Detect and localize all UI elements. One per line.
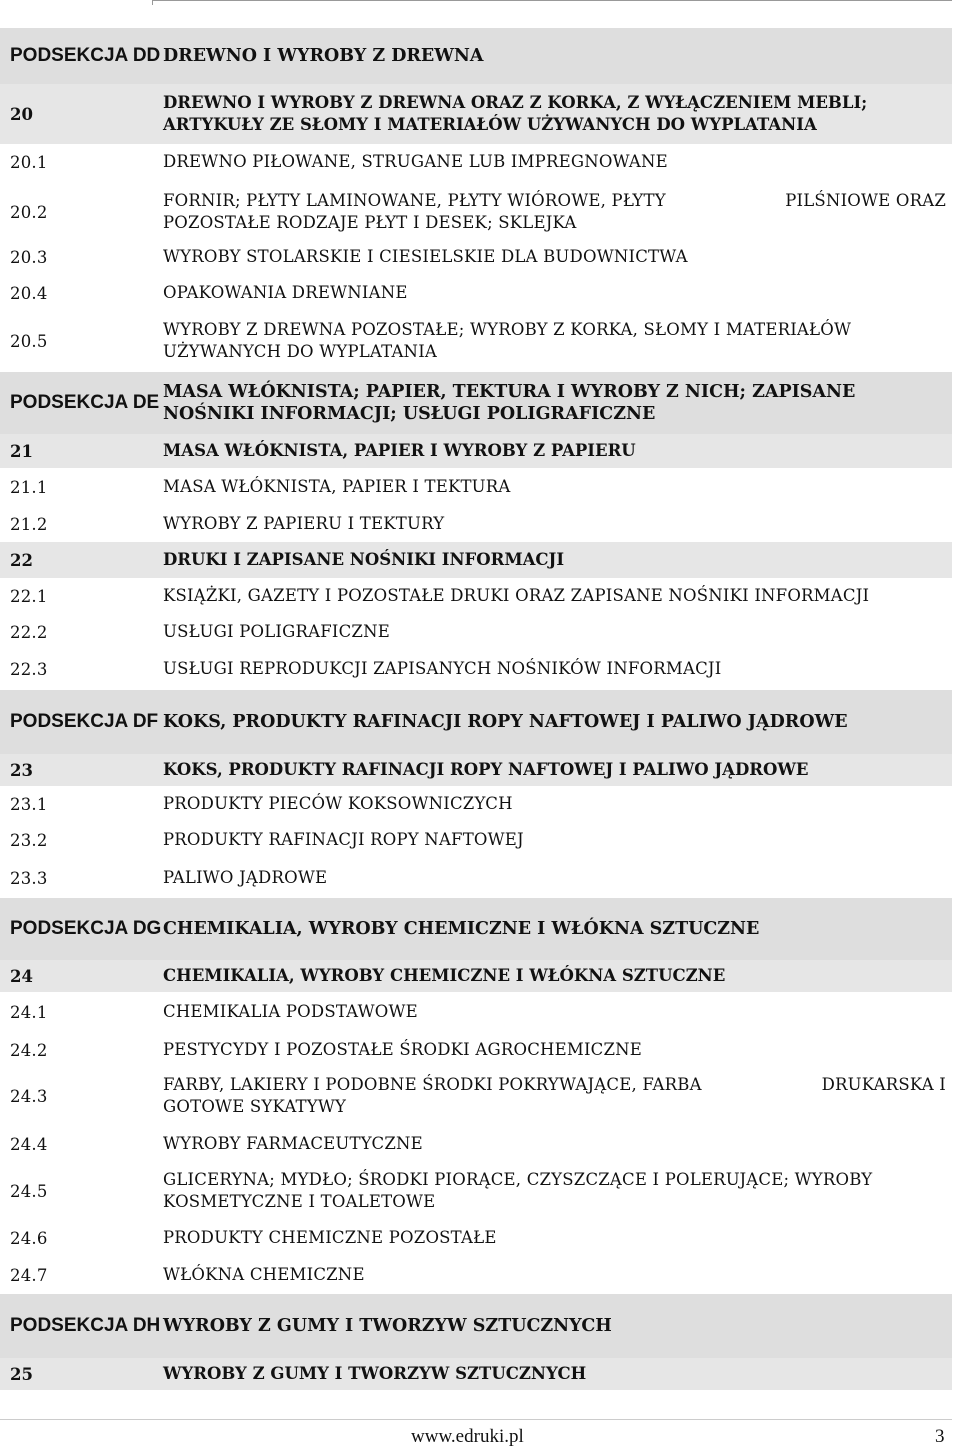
row-description: CHEMIKALIA PODSTAWOWE: [163, 1002, 418, 1021]
row-code: 24.1: [10, 1002, 48, 1022]
group-row: [0, 470, 952, 504]
row-description: OPAKOWANIA DREWNIANE: [163, 283, 408, 302]
subsection-row: [0, 690, 952, 754]
row-description: DREWNO PIŁOWANE, STRUGANE LUB IMPREGNOWANE: [163, 152, 668, 171]
row-description: DRUKI I ZAPISANE NOŚNIKI INFORMACJI: [163, 550, 565, 569]
row-description: WYROBY FARMACEUTYCZNE: [163, 1134, 423, 1153]
row-description: DREWNO I WYROBY Z DREWNA: [163, 46, 484, 66]
row-description: KSIĄŻKI, GAZETY I POZOSTAŁE DRUKI ORAZ ZAPISANE NOŚNIKI INFORMACJI: [163, 586, 870, 605]
row-description: PALIWO JĄDROWE: [163, 868, 328, 887]
top-border: [152, 0, 952, 5]
row-description: MASA WŁÓKNISTA, PAPIER I WYROBY Z PAPIERU: [163, 441, 636, 460]
subsection-row: [0, 372, 952, 434]
row-code: 25: [10, 1364, 33, 1384]
group-row: [0, 1068, 952, 1124]
subsection-row: [0, 28, 952, 84]
subsection-row: [0, 898, 952, 960]
row-code: 24.6: [10, 1228, 48, 1248]
row-description: WYROBY Z DREWNA POZOSTAŁE; WYROBY Z KORKA, SŁOMY I MATERIAŁÓW UŻYWANYCH DO WYPLATANIA: [163, 320, 852, 361]
group-row: [0, 614, 952, 650]
row-description: CHEMIKALIA, WYROBY CHEMICZNE I WŁÓKNA SZTUCZNE: [163, 966, 726, 985]
row-code: 22: [10, 550, 33, 570]
row-code: 24: [10, 966, 33, 986]
row-code: 24.7: [10, 1265, 48, 1285]
row-description-line2: GOTOWE SYKATYWY: [163, 1097, 347, 1116]
row-description-line1-right: DRUKARSKA I: [821, 1075, 946, 1094]
page-number: 3: [935, 1426, 945, 1447]
group-row: [0, 1222, 952, 1254]
row-description: WŁÓKNA CHEMICZNE: [163, 1265, 365, 1284]
row-code: 23.1: [10, 794, 48, 814]
group-row: [0, 650, 952, 688]
row-code: 20.5: [10, 331, 48, 351]
row-code: 24.4: [10, 1134, 48, 1154]
row-description: [163, 190, 952, 234]
group-row: [0, 996, 952, 1028]
group-row: [0, 184, 952, 240]
row-description: PRODUKTY CHEMICZNE POZOSTAŁE: [163, 1228, 497, 1247]
row-description: KOKS, PRODUKTY RAFINACJI ROPY NAFTOWEJ I PALIWO JĄDROWE: [163, 760, 809, 779]
row-code: 21.2: [10, 514, 48, 534]
row-description: WYROBY STOLARSKIE I CIESIELSKIE DLA BUDOWNICTWA: [163, 247, 688, 266]
row-description: USŁUGI POLIGRAFICZNE: [163, 622, 390, 641]
footer-url[interactable]: www.edruki.pl: [411, 1426, 524, 1447]
row-code: 21.1: [10, 477, 48, 497]
row-code: 22.2: [10, 622, 48, 642]
row-description: WYROBY Z GUMY I TWORZYW SZTUCZNYCH: [163, 1316, 612, 1336]
row-description: WYROBY Z PAPIERU I TEKTURY: [163, 514, 445, 533]
row-description-line1: FARBY, LAKIERY I PODOBNE ŚRODKI POKRYWAJĄCE, FARBA: [163, 1075, 702, 1094]
row-code: 22.1: [10, 586, 48, 606]
group-row: [0, 240, 952, 274]
row-code: 23.2: [10, 830, 48, 850]
group-row: [0, 578, 952, 614]
row-code: 20: [10, 104, 33, 124]
group-row: [0, 146, 952, 178]
group-row: [0, 1032, 952, 1068]
row-code: 24.3: [10, 1086, 48, 1106]
row-code: PODSEKCJA DH: [10, 1315, 161, 1336]
group-row: [0, 860, 952, 896]
row-description: USŁUGI REPRODUKCJI ZAPISANYCH NOŚNIKÓW INFORMACJI: [163, 659, 722, 678]
row-code: 24.5: [10, 1181, 48, 1201]
row-code: 23: [10, 760, 33, 780]
group-row: [0, 788, 952, 820]
row-code: PODSEKCJA DD: [10, 45, 161, 66]
subsection-row: [0, 1294, 952, 1358]
division-row: [0, 84, 952, 144]
group-row: [0, 1126, 952, 1162]
row-code: 20.1: [10, 152, 48, 172]
row-description: [163, 1074, 952, 1118]
row-description: PESTYCYDY I POZOSTAŁE ŚRODKI AGROCHEMICZNE: [163, 1040, 643, 1059]
row-code: PODSEKCJA DE: [10, 392, 160, 413]
row-description-line2: POZOSTAŁE RODZAJE PŁYT I DESEK; SKLEJKA: [163, 213, 577, 232]
row-description: KOKS, PRODUKTY RAFINACJI ROPY NAFTOWEJ I PALIWO JĄDROWE: [163, 712, 848, 732]
row-code: 22.3: [10, 659, 48, 679]
row-code: PODSEKCJA DG: [10, 918, 162, 939]
group-row: [0, 1162, 952, 1220]
row-description-line1-right: PILŚNIOWE ORAZ: [785, 191, 946, 210]
row-description: PRODUKTY PIECÓW KOKSOWNICZYCH: [163, 794, 513, 813]
row-description: MASA WŁÓKNISTA, PAPIER I TEKTURA: [163, 477, 511, 496]
division-row: [0, 434, 952, 468]
row-code: 21: [10, 441, 33, 461]
group-row: [0, 312, 952, 370]
division-row: [0, 542, 952, 578]
row-code: 23.3: [10, 868, 48, 888]
row-description: MASA WŁÓKNISTA; PAPIER, TEKTURA I WYROBY Z NICH; ZAPISANE NOŚNIKI INFORMACJI; USŁUGI POLIGRAFICZNE: [163, 382, 856, 424]
row-code: 20.4: [10, 283, 48, 303]
footer-divider: [0, 1419, 952, 1420]
row-code: 20.3: [10, 247, 48, 267]
row-code: PODSEKCJA DF: [10, 711, 159, 732]
group-row: [0, 824, 952, 856]
row-description: DREWNO I WYROBY Z DREWNA ORAZ Z KORKA, Z WYŁĄCZENIEM MEBLI; ARTYKUŁY ZE SŁOMY I MATERIAŁÓW UŻYWANYCH DO WYPLATANIA: [163, 93, 868, 134]
row-description: GLICERYNA; MYDŁO; ŚRODKI PIORĄCE, CZYSZCZĄCE I POLERUJĄCE; WYROBY KOSMETYCZNE I TOALETOWE: [163, 1170, 873, 1211]
row-description: WYROBY Z GUMY I TWORZYW SZTUCZNYCH: [163, 1364, 587, 1383]
division-row: [0, 1358, 952, 1390]
division-row: [0, 754, 952, 786]
row-code: 24.2: [10, 1040, 48, 1060]
division-row: [0, 960, 952, 992]
group-row: [0, 276, 952, 310]
row-description-line1: FORNIR; PŁYTY LAMINOWANE, PŁYTY WIÓROWE, PŁYTY: [163, 191, 666, 210]
group-row: [0, 1256, 952, 1294]
group-row: [0, 506, 952, 542]
row-code: 20.2: [10, 202, 48, 222]
row-description: CHEMIKALIA, WYROBY CHEMICZNE I WŁÓKNA SZTUCZNE: [163, 919, 760, 939]
row-description: PRODUKTY RAFINACJI ROPY NAFTOWEJ: [163, 830, 524, 849]
